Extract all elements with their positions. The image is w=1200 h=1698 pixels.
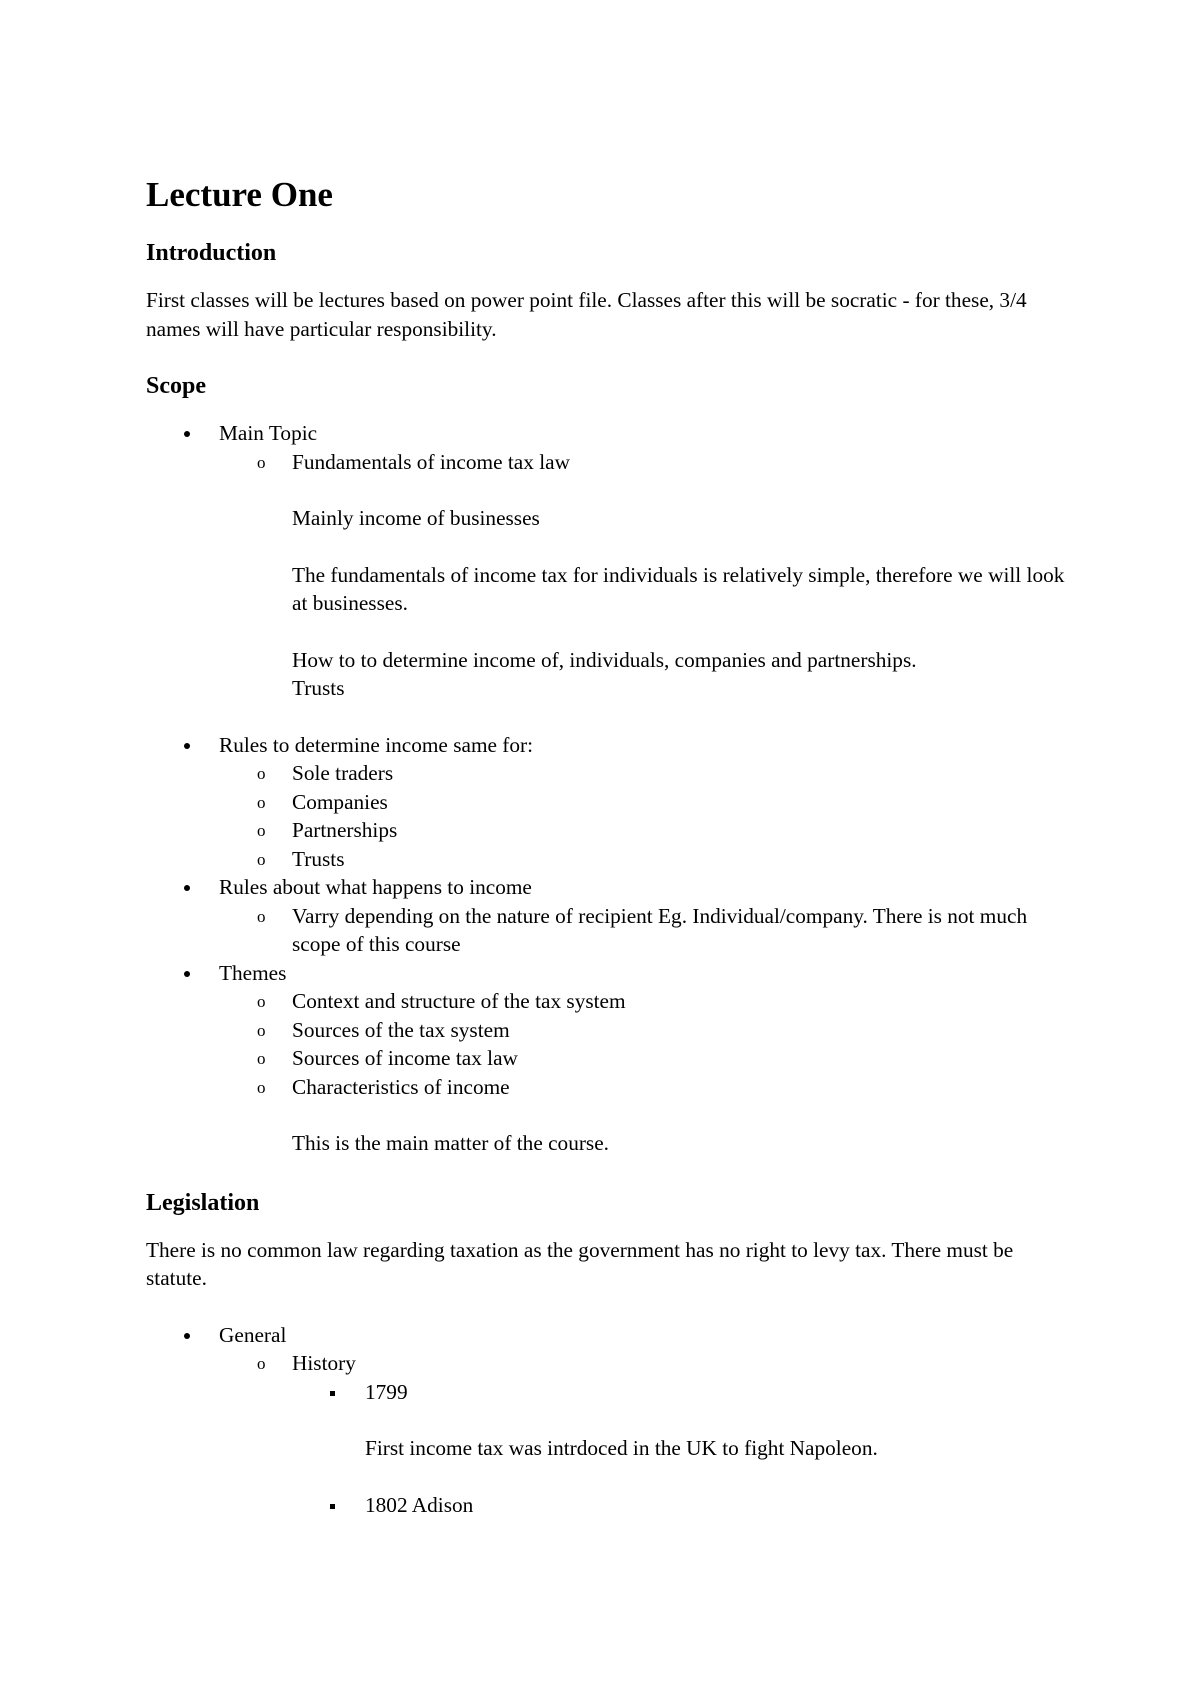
page-title: Lecture One (146, 175, 333, 214)
list-item-theme-sources-law (219, 1044, 1076, 1073)
list-item-trusts (219, 845, 1076, 874)
list-item-label: Themes (219, 960, 287, 985)
note-mainly: Mainly income of businesses (292, 506, 540, 530)
list-item-label: Context and structure of the tax system (292, 989, 626, 1013)
list-item-theme-characteristics (219, 1073, 1076, 1158)
heading-legislation: Legislation (146, 1189, 260, 1216)
list-item-label: Companies (292, 789, 388, 814)
list-item-label: Trusts (292, 846, 345, 871)
list-item-varry (219, 902, 1076, 959)
list-item-label: Sources of the tax system (292, 1017, 510, 1042)
list-item-sole-traders (219, 759, 1076, 788)
list-item-label: 1799 (365, 1379, 408, 1404)
list-item-themes (146, 959, 1076, 1158)
list-item-history (219, 1349, 1076, 1519)
list-item-label: Characteristics of income (292, 1074, 510, 1099)
note-1799: First income tax was intrdoced in the UK to fight Napoleon. (365, 1436, 878, 1460)
list-item-1802 (292, 1491, 1076, 1520)
list-item-label: Partnerships (292, 818, 398, 842)
document-page (146, 172, 1076, 1519)
heading-scope: Scope (146, 373, 206, 399)
note-individuals: The fundamentals of income tax for individuals is relatively simple, therefore we will look at businesses. (292, 562, 1065, 615)
list-item-fundamentals (219, 448, 1076, 703)
list-item-rules-same (146, 731, 1076, 874)
list-item-theme-context (219, 987, 1076, 1016)
list-item-1799 (292, 1378, 1076, 1463)
list-item-label: Sole traders (292, 761, 394, 785)
legislation-list (146, 1321, 1076, 1520)
list-item-label: Main Topic (219, 421, 318, 445)
list-item-label: Fundamentals of income tax law (292, 449, 570, 474)
list-item-label: Sources of income tax law (292, 1046, 518, 1070)
scope-list (146, 419, 1076, 1158)
list-item-partnerships (219, 816, 1076, 845)
list-item-main-topic (146, 419, 1076, 703)
list-item-general (146, 1321, 1076, 1520)
list-item-rules-happens (146, 873, 1076, 959)
introduction-paragraph: First classes will be lectures based on power point file. Classes after this will be socratic - for these, 3/4 names will have particular responsibility. (146, 288, 1027, 341)
note-howto: How to to determine income of, individuals, companies and partnerships. (292, 647, 917, 672)
list-item-label: History (292, 1351, 356, 1375)
list-item-label: Rules about what happens to income (219, 875, 532, 899)
list-item-label: Varry depending on the nature of recipient Eg. Individual/company. There is not much scope of this course (292, 903, 1028, 956)
heading-introduction: Introduction (146, 240, 277, 266)
legislation-paragraph: There is no common law regarding taxation as the government has no right to levy tax. There must be statute. (146, 1237, 1014, 1290)
list-item-theme-sources-system (219, 1016, 1076, 1045)
list-item-label: 1802 Adison (365, 1492, 474, 1517)
note-main-matter: This is the main matter of the course. (292, 1131, 609, 1155)
note-trusts: Trusts (292, 676, 345, 700)
list-item-label: Rules to determine income same for: (219, 732, 534, 757)
list-item-label: General (219, 1322, 287, 1347)
list-item-companies (219, 788, 1076, 817)
